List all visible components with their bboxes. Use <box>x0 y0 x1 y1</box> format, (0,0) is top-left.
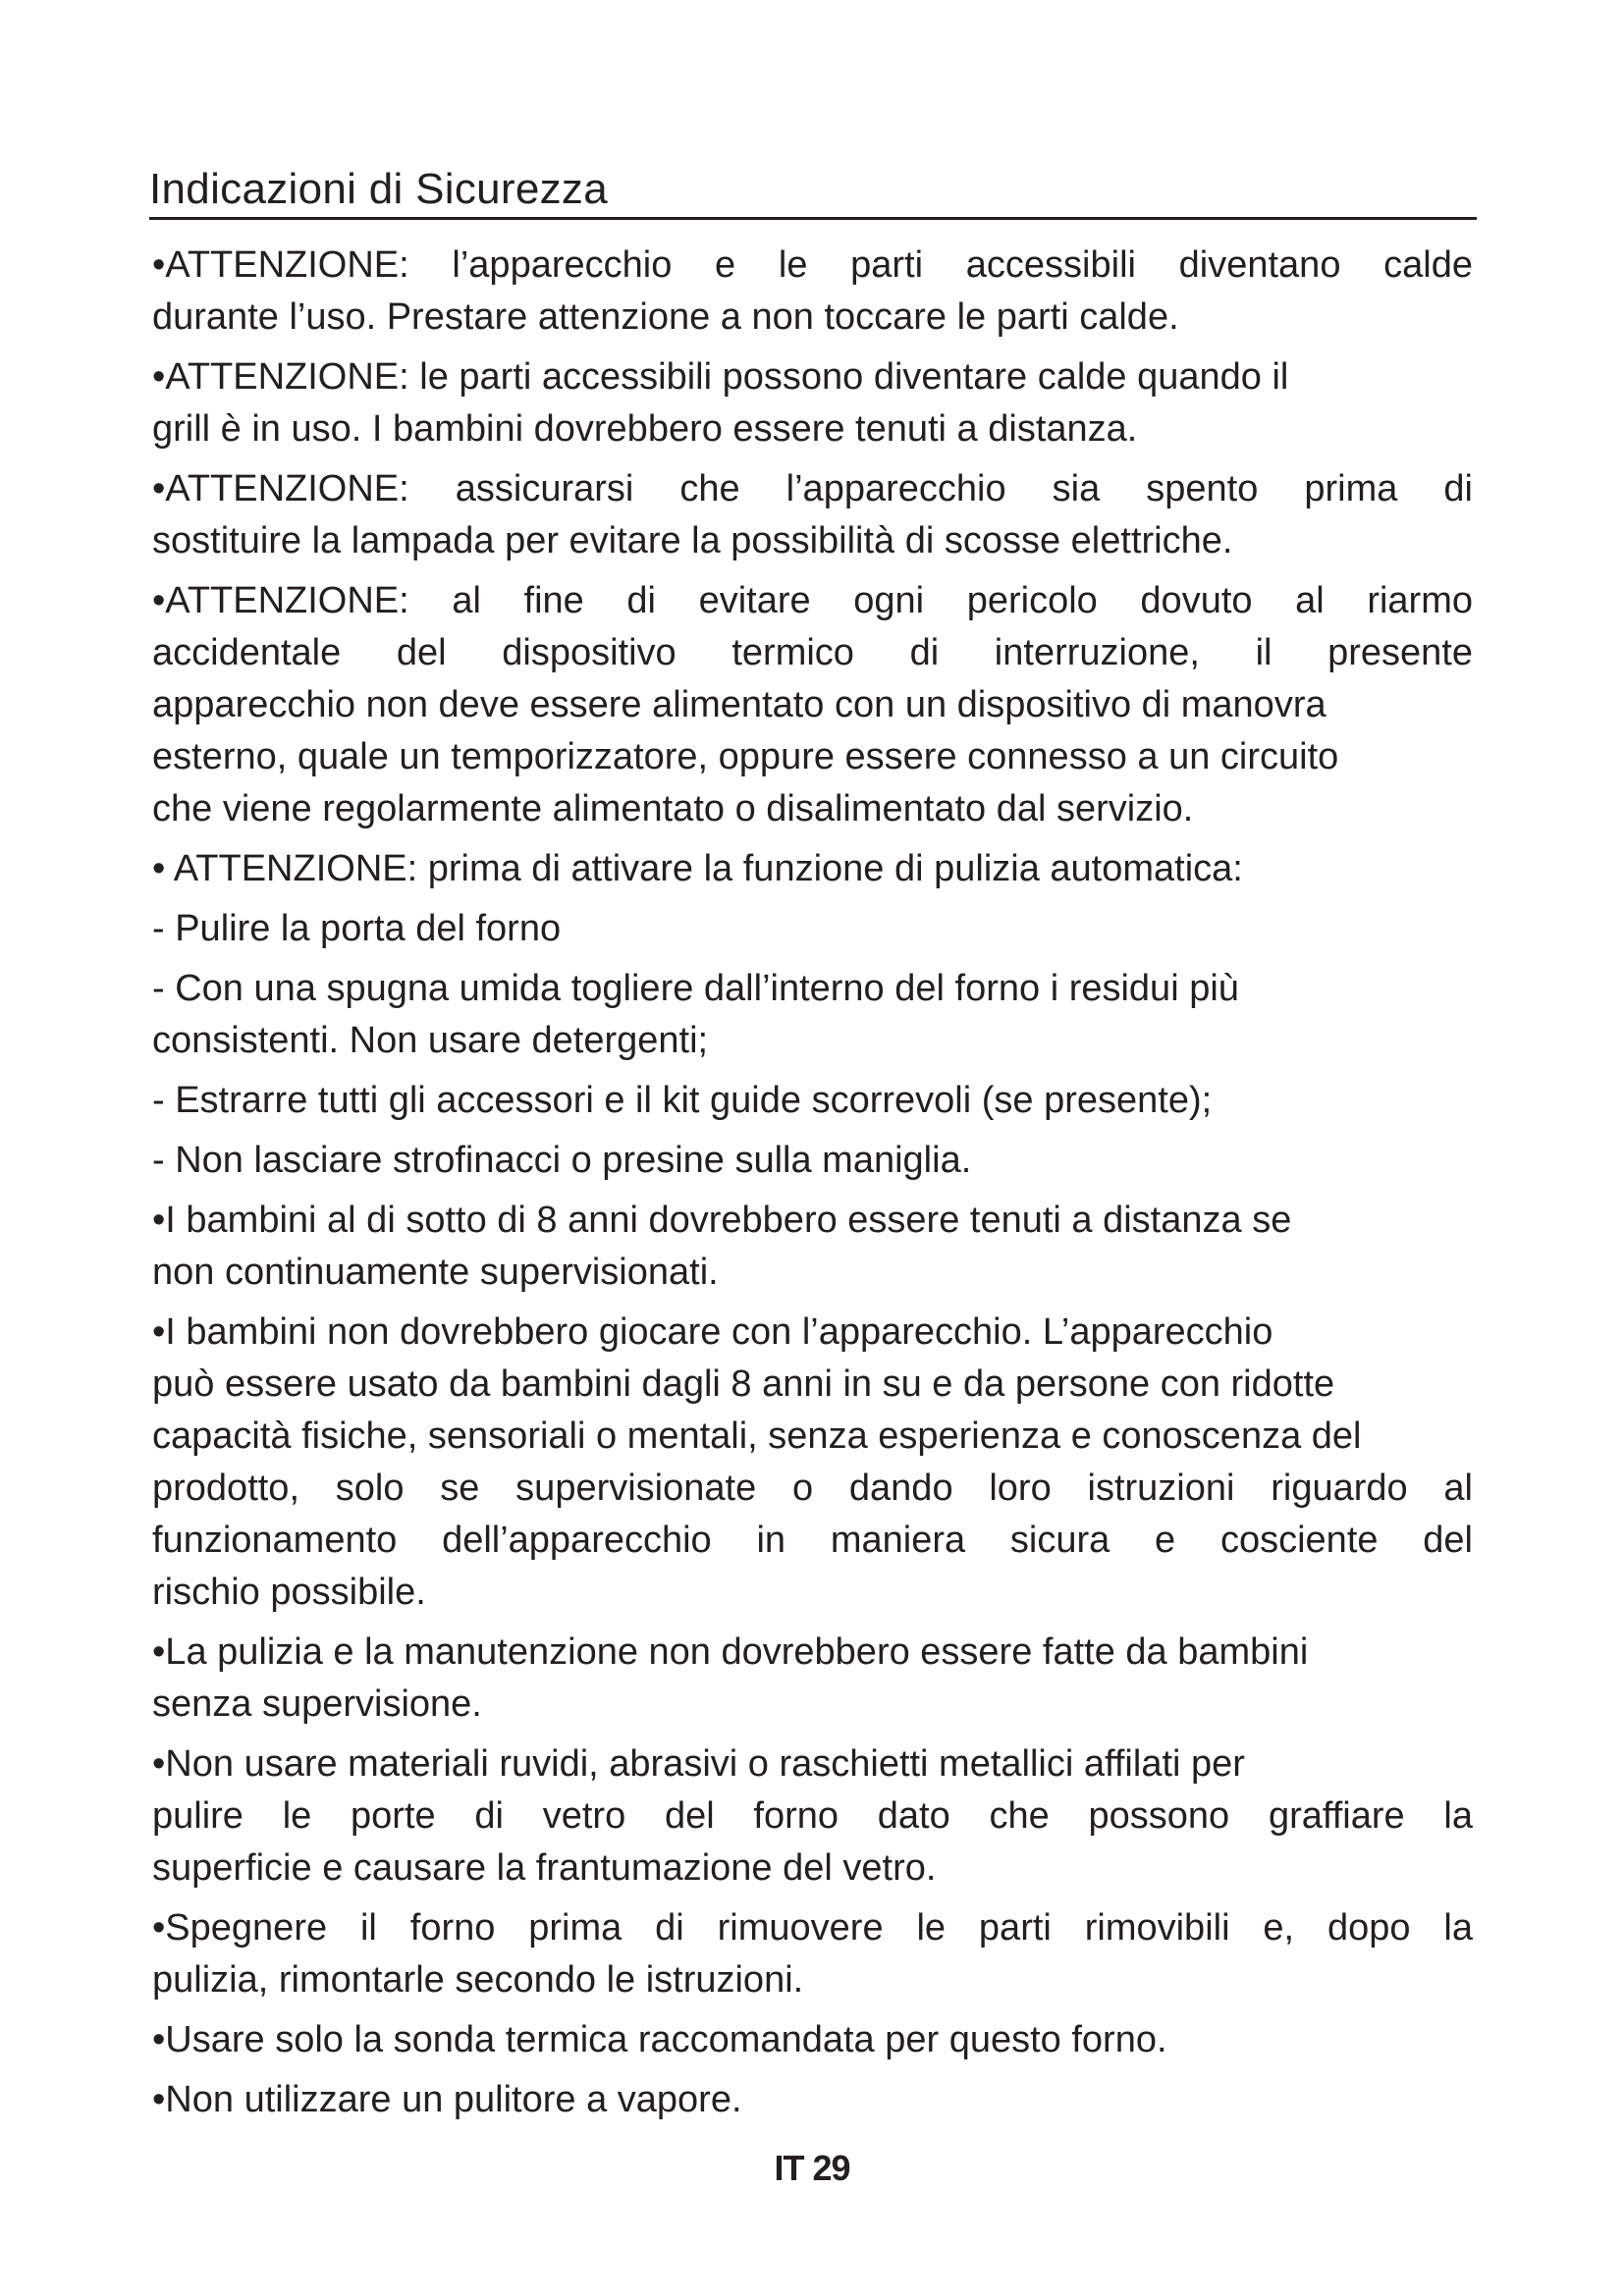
paragraph-line: pulizia, rimontarle secondo le istruzioni. <box>152 1959 804 2001</box>
page-title: Indicazioni di Sicurezza <box>149 165 608 213</box>
section-header <box>149 162 1477 220</box>
paragraph-line: durante l’uso. Prestare attenzione a non toccare le parti calde. <box>152 296 1179 338</box>
paragraph-line: •Non usare materiali ruvidi, abrasivi o raschietti metallici affilati per <box>152 1743 1245 1785</box>
paragraph-line: superficie e causare la frantumazione del vetro. <box>152 1847 937 1889</box>
safety-paragraph <box>152 2074 1527 2126</box>
paragraph-line: • ATTENZIONE: prima di attivare la funzione di pulizia automatica: <box>152 848 1243 889</box>
safety-instructions <box>152 240 1527 2134</box>
paragraph-line: •Non utilizzare un pulitore a vapore. <box>152 2079 742 2120</box>
paragraph-line: può essere usato da bambini dagli 8 anni in su e da persone con ridotte <box>152 1363 1335 1405</box>
paragraph-line: •ATTENZIONE: le parti accessibili possono diventare calde quando il <box>152 356 1289 398</box>
safety-paragraph <box>152 1627 1527 1731</box>
paragraph-line: che viene regolarmente alimentato o disalimentato dal servizio. <box>152 788 1194 829</box>
paragraph-line: •I bambini non dovrebbero giocare con l’apparecchio. L’apparecchio <box>152 1311 1273 1353</box>
safety-paragraph <box>152 1738 1527 1895</box>
paragraph-line: non continuamente supervisionati. <box>152 1252 719 1293</box>
paragraph-line: prodotto, solo se supervisionate o dando loro istruzioni riguardo al <box>152 1468 1473 1509</box>
safety-paragraph <box>152 843 1527 895</box>
paragraph-line: •ATTENZIONE: al fine di evitare ogni pericolo dovuto al riarmo <box>152 580 1473 621</box>
paragraph-line: •ATTENZIONE: l’apparecchio e le parti accessibili diventano calde <box>152 244 1473 286</box>
safety-paragraph <box>152 2014 1527 2066</box>
safety-paragraph <box>152 351 1527 455</box>
paragraph-line: funzionamento dell’apparecchio in maniera sicura e cosciente del <box>152 1520 1473 1561</box>
safety-paragraph <box>152 1902 1527 2006</box>
paragraph-line: grill è in uso. I bambini dovrebbero essere tenuti a distanza. <box>152 408 1138 450</box>
safety-paragraph <box>152 575 1527 835</box>
paragraph-line: •Usare solo la sonda termica raccomandata per questo forno. <box>152 2019 1167 2060</box>
safety-paragraph <box>152 240 1527 344</box>
safety-paragraph <box>152 463 1527 567</box>
paragraph-line: consistenti. Non usare detergenti; <box>152 1020 709 1061</box>
paragraph-line: accidentale del dispositivo termico di interruzione, il presente <box>152 632 1473 673</box>
paragraph-line: rischio possibile. <box>152 1572 426 1613</box>
paragraph-line: pulire le porte di vetro del forno dato che possono graffiare la <box>152 1795 1473 1837</box>
paragraph-line: capacità fisiche, sensoriali o mentali, senza esperienza e conoscenza del <box>152 1415 1362 1457</box>
page-number: IT 29 <box>774 2148 850 2188</box>
paragraph-line: sostituire la lampada per evitare la possibilità di scosse elettriche. <box>152 520 1233 561</box>
paragraph-line: •I bambini al di sotto di 8 anni dovrebbero essere tenuti a distanza se <box>152 1200 1292 1241</box>
safety-paragraph <box>152 963 1527 1067</box>
paragraph-line: apparecchio non deve essere alimentato con un dispositivo di manovra <box>152 684 1326 725</box>
safety-paragraph <box>152 1135 1527 1187</box>
paragraph-line: senza supervisione. <box>152 1683 482 1725</box>
paragraph-line: - Non lasciare strofinacci o presine sulla maniglia. <box>152 1140 972 1181</box>
safety-paragraph <box>152 1307 1527 1619</box>
safety-paragraph <box>152 903 1527 955</box>
paragraph-line: - Pulire la porta del forno <box>152 908 562 949</box>
paragraph-line: - Estrarre tutti gli accessori e il kit guide scorrevoli (se presente); <box>152 1080 1213 1121</box>
safety-paragraph <box>152 1195 1527 1299</box>
paragraph-line: •Spegnere il forno prima di rimuovere le parti rimovibili e, dopo la <box>152 1907 1473 1949</box>
paragraph-line: •La pulizia e la manutenzione non dovrebbero essere fatte da bambini <box>152 1631 1309 1673</box>
paragraph-line: - Con una spugna umida togliere dall’interno del forno i residui più <box>152 968 1239 1009</box>
safety-paragraph <box>152 1075 1527 1127</box>
paragraph-line: esterno, quale un temporizzatore, oppure essere connesso a un circuito <box>152 736 1339 777</box>
paragraph-line: •ATTENZIONE: assicurarsi che l’apparecchio sia spento prima di <box>152 468 1473 509</box>
